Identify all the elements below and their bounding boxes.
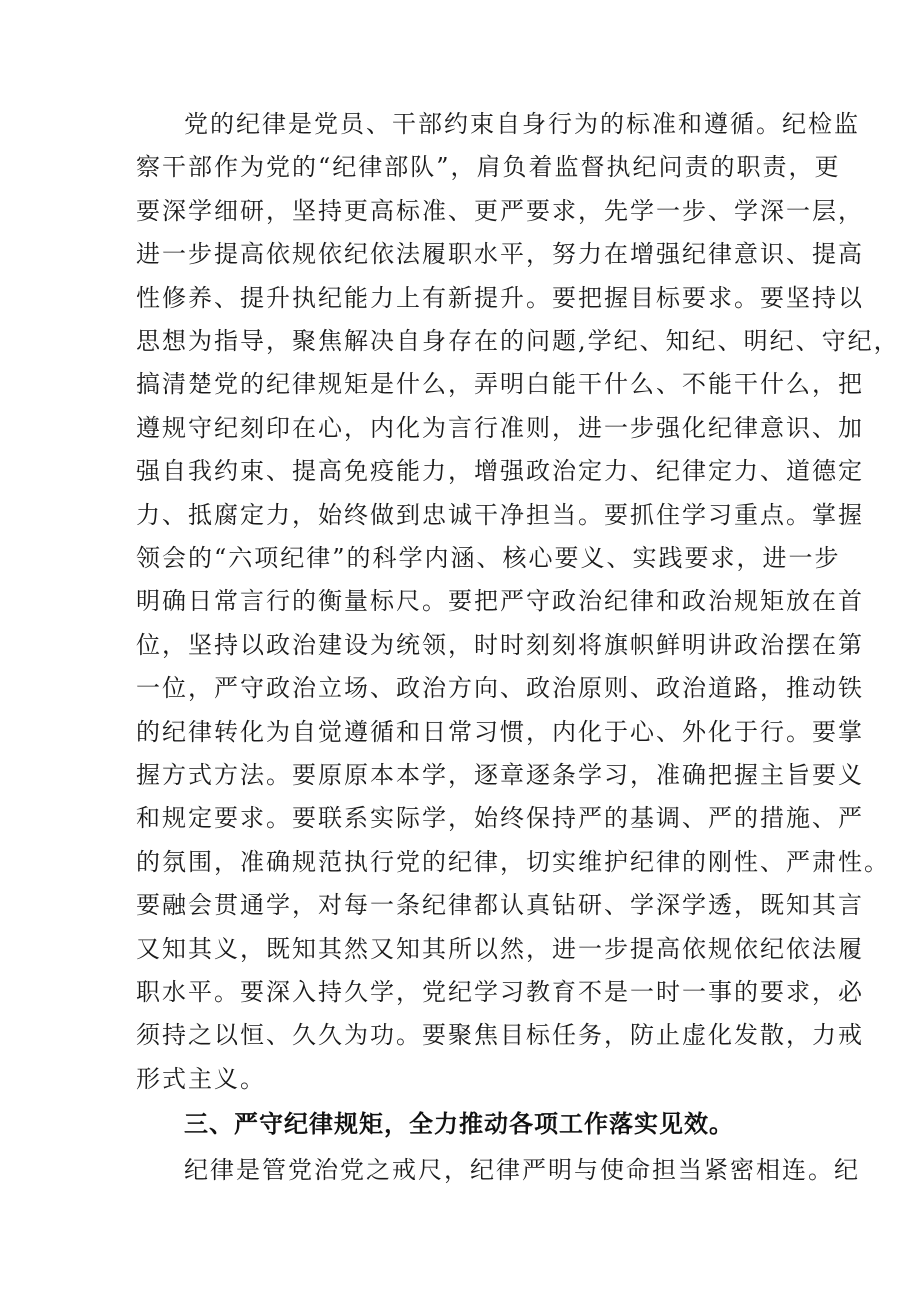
text-line: 职水平。要深入持久学，党纪学习教育不是一时一事的要求，必: [136, 978, 864, 1006]
text-line: 又知其义，既知其然又知其所以然，进一步提高依规依纪依法履: [136, 935, 864, 963]
text-line: 的纪律转化为自觉遵循和日常习惯，内化于心、外化于行。要掌: [136, 718, 864, 746]
text-line: 搞清楚党的纪律规矩是什么，弄明白能干什么、不能干什么，把: [136, 370, 864, 398]
section-heading: 三、严守纪律规矩，全力推动各项工作落实见效。: [184, 1110, 734, 1138]
text-line: 一位，严守政治立场、政治方向、政治原则、政治道路，推动铁: [136, 674, 864, 702]
text-line: 要融会贯通学，对每一条纪律都认真钻研、学深学透，既知其言: [136, 891, 864, 919]
text-line: 须持之以恒、久久为功。要聚焦目标任务，防止虚化发散，力戒: [136, 1021, 864, 1049]
text-line: 思想为指导，聚焦解决自身存在的问题,学纪、知纪、明纪、守纪，: [136, 327, 900, 355]
text-line: 和规定要求。要联系实际学，始终保持严的基调、严的措施、严: [136, 804, 864, 832]
text-line: 遵规守纪刻印在心，内化为言行准则，进一步强化纪律意识、加: [136, 414, 864, 442]
text-line: 察干部作为党的“纪律部队”，肩负着监督执纪问责的职责，更: [136, 153, 841, 181]
text-line: 要深学细研，坚持更高标准、更严要求，先学一步、学深一层，: [136, 197, 864, 225]
text-line: 明确日常言行的衡量标尺。要把严守政治纪律和政治规矩放在首: [136, 587, 864, 615]
text-line: 党的纪律是党员、干部约束自身行为的标准和遵循。纪检监: [184, 110, 860, 138]
text-line: 握方式方法。要原原本本学，逐章逐条学习，准确把握主旨要义: [136, 761, 864, 789]
text-line: 力、抵腐定力，始终做到忠诚干净担当。要抓住学习重点。掌握: [136, 501, 864, 529]
text-line: 纪律是管党治党之戒尺，纪律严明与使命担当紧密相连。纪: [184, 1156, 860, 1184]
text-line: 位，坚持以政治建设为统领，时时刻刻将旗帜鲜明讲政治摆在第: [136, 631, 864, 659]
text-line: 进一步提高依规依纪依法履职水平，努力在增强纪律意识、提高: [136, 240, 864, 268]
text-line: 的氛围，准确规范执行党的纪律，切实维护纪律的刚性、严肃性。: [136, 848, 890, 876]
text-line: 领会的“六项纪律”的科学内涵、核心要义、实践要求，进一步: [136, 544, 841, 572]
text-line: 强自我约束、提高免疫能力，增强政治定力、纪律定力、道德定: [136, 457, 864, 485]
text-line: 形式主义。: [136, 1065, 266, 1093]
text-line: 性修养、提升执纪能力上有新提升。要把握目标要求。要坚持以: [136, 284, 864, 312]
